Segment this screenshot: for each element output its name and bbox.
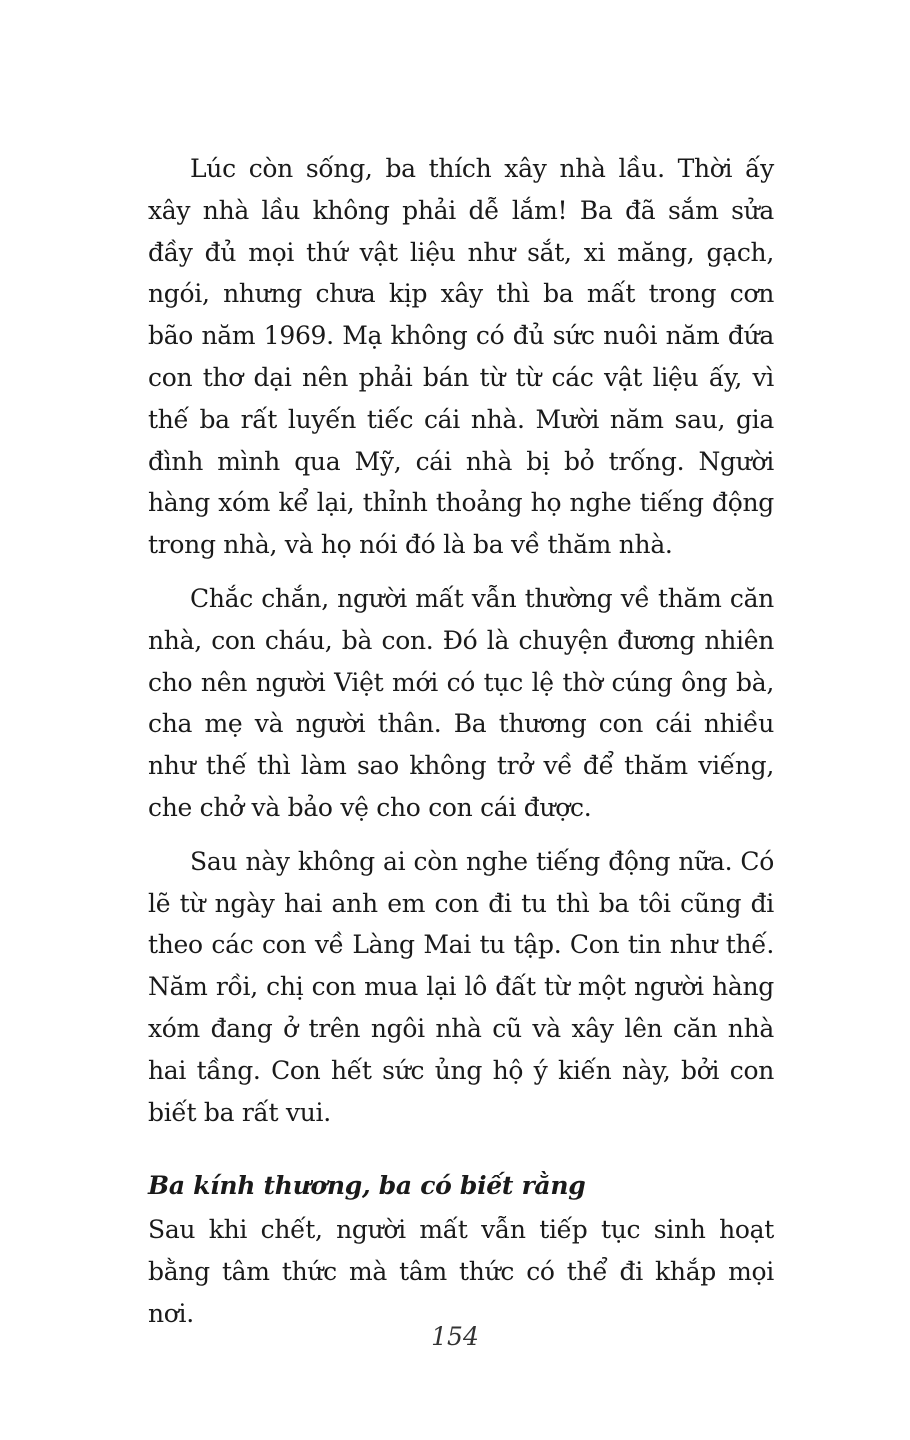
section-heading: Ba kính thương, ba có biết rằng	[148, 1171, 586, 1201]
section-paragraph: Sau khi chết, người mất vẫn tiếp tục sinh hoạt bằng tâm thức mà tâm thức có thể đi khắp mọi nơi.	[148, 1215, 774, 1328]
paragraph-2: Chắc chắn, người mất vẫn thường về thăm căn nhà, con cháu, bà con. Đó là chuyện đương nhiên cho nên người Việt mới có tục lệ thờ cúng ông bà, cha mẹ và người thân. Ba thương con cái nhiều như thế thì làm sao không trở về để thăm viếng, che chở và bảo vệ cho con cái được.	[148, 583, 774, 822]
page-number: 154	[431, 1322, 479, 1351]
paragraph-1: Lúc còn sống, ba thích xây nhà lầu. Thời ấy xây nhà lầu không phải dễ lắm! Ba đã sắm sửa đầy đủ mọi thứ vật liệu như sắt, xi măng, gạch, ngói, nhưng chưa kịp xây thì ba mất trong cơn bão năm 1969. Mạ không có đủ sức nuôi năm đứa con thơ dại nên phải bán từ từ các vật liệu ấy, vì thế ba rất luyến tiếc cái nhà. Mười năm sau, gia đình mình qua Mỹ, cái nhà bị bỏ trống. Người hàng xóm kể lại, thỉnh thoảng họ nghe tiếng động trong nhà, và họ nói đó là ba về thăm nhà.	[148, 154, 774, 560]
paragraph-3: Sau này không ai còn nghe tiếng động nữa. Có lẽ từ ngày hai anh em con đi tu thì ba tôi cũng đi theo các con về Làng Mai tu tập. Con tin như thế. Năm rồi, chị con mua lại lô đất từ một người hàng xóm đang ở trên ngôi nhà cũ và xây lên căn nhà hai tầng. Con hết sức ủng hộ ý kiến này, bởi con biết ba rất vui.	[148, 846, 774, 1127]
page-body	[148, 148, 774, 1347]
